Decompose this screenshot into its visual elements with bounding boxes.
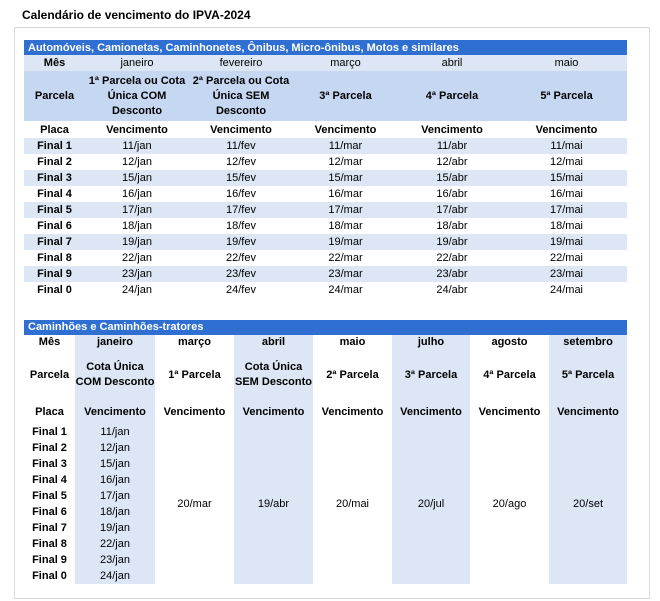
date-cell: 22/jan	[75, 536, 155, 552]
parcela-cell: 5ª Parcela	[506, 71, 627, 121]
date-cell: 23/abr	[398, 266, 506, 282]
date-cell: 22/jan	[122, 252, 152, 264]
vencimento-label: Vencimento	[392, 400, 470, 424]
date-cell: 24/abr	[436, 284, 468, 296]
vencimento-label: Vencimento	[535, 123, 598, 136]
date-cell: 15/jan	[85, 170, 189, 186]
vencimento-label: Vencimento	[314, 123, 377, 136]
date-cell: 16/jan	[75, 472, 155, 488]
parcela-cell: 3ª Parcela	[293, 71, 398, 121]
date-cell: 11/jan	[85, 138, 189, 154]
placa-label: Placa	[40, 123, 69, 136]
date-cell: 15/mai	[506, 170, 627, 186]
date-cell: 18/fev	[226, 220, 256, 232]
vencimento-label: Vencimento	[321, 405, 384, 418]
date-cell: 23/mar	[293, 266, 398, 282]
placa-cell: Final 8	[32, 537, 67, 550]
date-cell: 17/fev	[189, 202, 293, 218]
date-cell: 18/mai	[549, 220, 584, 232]
date-cell: 16/mar	[328, 188, 363, 200]
date-cell: 22/abr	[436, 252, 468, 264]
placa-cell: Final 1	[32, 425, 67, 438]
placa-cell: Final 3	[24, 170, 85, 186]
parcela-cell: 3ª Parcela	[392, 350, 470, 400]
date-cell: 22/mar	[328, 252, 363, 264]
mes-label: Mês	[38, 336, 61, 348]
vencimento-label: Vencimento	[210, 123, 272, 136]
date-cell: 18/jan	[122, 220, 152, 232]
month-cell: janeiro	[75, 335, 155, 350]
date-cell: 18/mar	[328, 220, 363, 232]
date-cell: 11/mar	[293, 138, 398, 154]
placa-cell: Final 5	[24, 202, 85, 218]
date-cell: 23/jan	[75, 552, 155, 568]
placa-cell: Final 4	[37, 188, 72, 200]
placa-cell: Final 7	[24, 234, 85, 250]
placa-cell: Final 1	[24, 138, 85, 154]
date-cell: 12/mar	[328, 156, 363, 168]
date-cell: 23/jan	[85, 266, 189, 282]
date-cell: 19/abr	[398, 234, 506, 250]
month-cell: fevereiro	[189, 55, 293, 71]
date-cell: 12/abr	[436, 156, 468, 168]
parcela-label: Parcela	[29, 368, 70, 381]
placa-cell: Final 4	[32, 473, 67, 486]
date-cell: 17/jan	[75, 488, 155, 504]
date-cell: 16/fev	[226, 188, 256, 200]
month-cell: julho	[392, 335, 470, 350]
month-cell: maio	[506, 55, 627, 71]
table-row	[24, 282, 627, 298]
placa-cell: Final 7	[32, 521, 67, 534]
table-row	[24, 138, 627, 154]
date-cell: 16/abr	[436, 188, 468, 200]
table-row	[24, 186, 627, 202]
date-cell: 22/fev	[226, 252, 256, 264]
month-cell: janeiro	[85, 55, 189, 71]
placa-cell: Final 2	[37, 156, 72, 168]
placa-cell: Final 0	[32, 569, 67, 582]
month-cell: maio	[339, 336, 366, 348]
vencimento-label: Vencimento	[163, 405, 226, 418]
date-cell: 18/jan	[75, 504, 155, 520]
parcela-cell: 2ª Parcela	[326, 368, 379, 381]
date-cell: 19/jan	[85, 234, 189, 250]
date-cell: 19/mar	[293, 234, 398, 250]
date-cell: 20/mar	[177, 497, 212, 510]
table-row	[24, 202, 627, 218]
date-cell: 20/ago	[492, 497, 527, 510]
parcela-cell: 4ª Parcela	[398, 71, 506, 121]
date-cell: 20/jul	[392, 424, 470, 584]
parcela-label: Parcela	[24, 71, 85, 121]
vencimento-label: Vencimento	[234, 400, 313, 424]
month-cell: abril	[234, 335, 313, 350]
vencimento-label: Vencimento	[75, 400, 155, 424]
parcela-cell: Cota Única SEM Desconto	[234, 350, 313, 400]
date-cell: 18/abr	[436, 220, 468, 232]
table-caminhoes	[24, 320, 627, 584]
vencimento-label: Vencimento	[421, 123, 483, 136]
date-cell: 12/mai	[549, 156, 584, 168]
date-cell: 17/mai	[506, 202, 627, 218]
parcela-cell: 2ª Parcela ou Cota Única SEM Desconto	[189, 71, 293, 121]
date-cell: 15/mar	[293, 170, 398, 186]
month-cell: setembro	[549, 335, 627, 350]
date-cell: 24/mar	[328, 284, 363, 296]
date-cell: 23/mai	[506, 266, 627, 282]
month-cell: abril	[398, 55, 506, 71]
table-row	[24, 170, 627, 186]
table-header: Caminhões e Caminhões-tratores	[24, 320, 627, 335]
placa-label: Placa	[35, 405, 64, 418]
table-row	[24, 424, 627, 440]
date-cell: 20/mai	[335, 497, 370, 510]
date-cell: 20/set	[549, 424, 627, 584]
date-cell: 19/mai	[506, 234, 627, 250]
date-cell: 16/jan	[122, 188, 152, 200]
month-cell: agosto	[491, 336, 528, 348]
placa-cell: Final 9	[32, 553, 67, 566]
date-cell: 11/abr	[398, 138, 506, 154]
placa-cell: Final 3	[32, 457, 67, 470]
table-automoveis	[24, 40, 627, 298]
placa-cell: Final 9	[24, 266, 85, 282]
date-cell: 15/jan	[75, 456, 155, 472]
date-cell: 11/fev	[189, 138, 293, 154]
placa-cell: Final 6	[37, 220, 72, 232]
placa-cell: Final 5	[32, 489, 67, 502]
date-cell: 16/mai	[549, 188, 584, 200]
date-cell: 24/jan	[122, 284, 152, 296]
date-cell: 12/jan	[122, 156, 152, 168]
date-cell: 19/abr	[234, 424, 313, 584]
date-cell: 11/mai	[506, 138, 627, 154]
table-row	[24, 266, 627, 282]
parcela-cell: 1ª Parcela ou Cota Única COM Desconto	[85, 71, 189, 121]
date-cell: 19/jan	[75, 520, 155, 536]
table-row	[24, 218, 627, 234]
date-cell: 11/jan	[75, 424, 155, 440]
table-row	[24, 234, 627, 250]
parcela-cell: 4ª Parcela	[483, 368, 536, 381]
vencimento-label: Vencimento	[106, 123, 168, 136]
date-cell: 24/mai	[549, 284, 584, 296]
placa-cell: Final 2	[32, 441, 67, 454]
date-cell: 12/jan	[75, 440, 155, 456]
date-cell: 17/mar	[293, 202, 398, 218]
month-cell: março	[177, 336, 212, 348]
date-cell: 22/mai	[549, 252, 584, 264]
date-cell: 17/abr	[398, 202, 506, 218]
date-cell: 12/fev	[226, 156, 256, 168]
page-title: Calendário de vencimento do IPVA-2024	[22, 8, 251, 22]
table-row	[24, 154, 627, 170]
month-cell: março	[293, 55, 398, 71]
date-cell: 24/jan	[75, 568, 155, 584]
parcela-cell: Cota Única COM Desconto	[75, 350, 155, 400]
placa-cell: Final 0	[37, 284, 72, 296]
table-row	[24, 250, 627, 266]
date-cell: 15/fev	[189, 170, 293, 186]
parcela-cell: 1ª Parcela	[168, 368, 221, 381]
placa-cell: Final 8	[37, 252, 72, 264]
mes-label: Mês	[24, 55, 85, 71]
date-cell: 23/fev	[189, 266, 293, 282]
date-cell: 17/jan	[85, 202, 189, 218]
table-header: Automóveis, Camionetas, Caminhonetes, Ônibus, Micro-ônibus, Motos e similares	[24, 40, 627, 55]
vencimento-label: Vencimento	[549, 400, 627, 424]
parcela-cell: 5ª Parcela	[549, 350, 627, 400]
date-cell: 15/abr	[398, 170, 506, 186]
vencimento-label: Vencimento	[478, 405, 541, 418]
date-cell: 24/fev	[226, 284, 256, 296]
placa-cell: Final 6	[32, 505, 67, 518]
date-cell: 19/fev	[189, 234, 293, 250]
